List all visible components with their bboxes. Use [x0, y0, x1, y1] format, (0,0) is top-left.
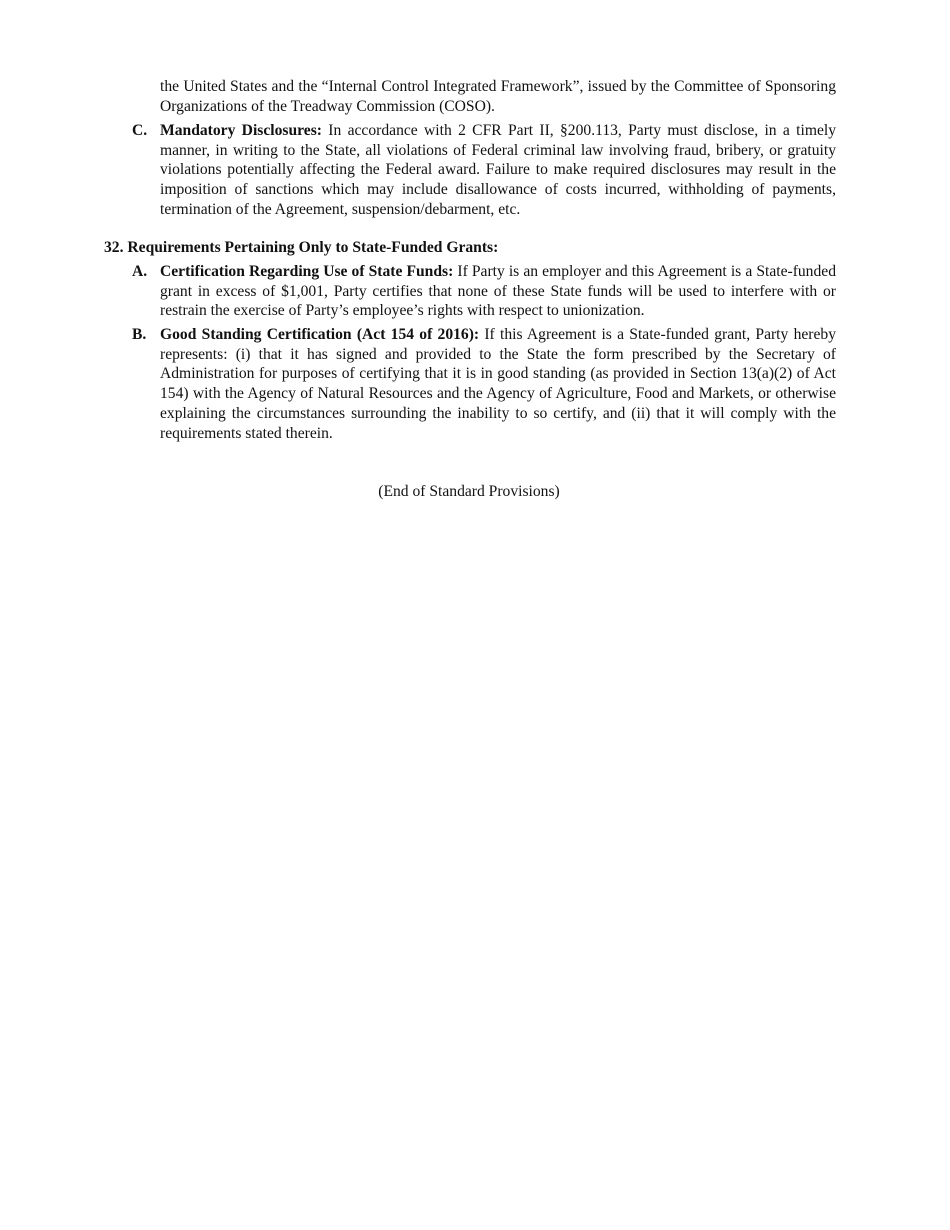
item-marker: B.	[132, 326, 147, 343]
item-b-good-standing-certification	[132, 325, 836, 443]
item-body	[160, 325, 836, 443]
continuation-paragraph: the United States and the “Internal Control Integrated Framework”, issued by the Committee of Sponsoring Organizations of the Treadway Commission (COSO).	[160, 78, 836, 115]
item-title: Certification Regarding Use of State Funds:	[160, 263, 454, 280]
end-of-provisions-text: (End of Standard Provisions)	[378, 483, 560, 500]
item-title: Mandatory Disclosures:	[160, 122, 322, 139]
item-marker: A.	[132, 263, 148, 280]
section-32-heading: 32. Requirements Pertaining Only to State-Funded Grants:	[104, 239, 499, 256]
item-body	[160, 121, 836, 220]
item-a-state-funds-certification	[132, 262, 836, 321]
item-text: If this Agreement is a State-funded grant, Party hereby represents: (i) that it has signed and provided to the State the form prescribed by the Secretary of Administration for purposes of certifying that it is in good standing (as provided in Section 13(a)(2) of Act 154) with the Agency of Natural Resources and the Agency of Agriculture, Food and Markets, or otherwise explaining the circumstances surrounding the inability to so certify, and (ii) that it will comply with the requirements stated therein.	[160, 326, 836, 442]
item-body	[160, 262, 836, 321]
item-marker: C.	[132, 122, 148, 139]
item-title: Good Standing Certification (Act 154 of 2016):	[160, 326, 480, 343]
item-c-mandatory-disclosures	[132, 121, 836, 220]
item-text: If Party is an employer and this Agreement is a State-funded grant in excess of $1,001, Party certifies that none of these State funds will be used to interfere with or restrain the exercise of Party’s employee’s rights with respect to unionization.	[160, 263, 836, 320]
item-text: In accordance with 2 CFR Part II, §200.113, Party must disclose, in a timely manner, in writing to the State, all violations of Federal criminal law involving fraud, bribery, or gratuity violations potentially affecting the Federal award. Failure to make required disclosures may result in the imposition of sanctions which may include disallowance of costs incurred, withholding of payments, termination of the Agreement, suspension/debarment, etc.	[160, 122, 836, 218]
